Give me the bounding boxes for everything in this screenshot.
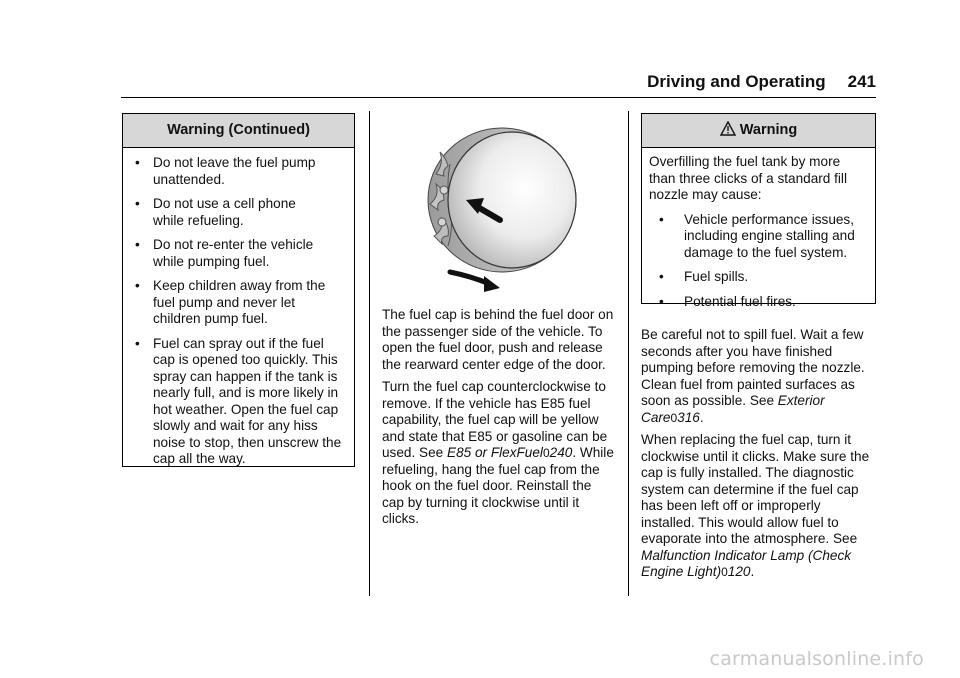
list-item: • Vehicle performance issues, including engine stalling and damage to the fuel system.: [659, 211, 855, 260]
list-item: • Do not re-enter the vehicle while pumping fuel.: [135, 237, 314, 269]
page-ref-120[interactable]: 120: [727, 564, 751, 579]
watermark: carmanualsonline.info: [709, 648, 924, 670]
fuel-door-paragraph: The fuel cap is behind the fuel door on the passenger side of the vehicle. To open the fuel door, push and release the rearward center edge of the door.: [382, 307, 614, 372]
page-ref-icon: 0: [721, 565, 728, 579]
section-title: Driving and Operating: [647, 72, 826, 91]
e85-flexfuel-link[interactable]: E85 or FlexFuel: [447, 445, 543, 460]
column-divider-right: [628, 111, 629, 596]
fuel-cap-paragraph: Turn the fuel cap counterclockwise to remove. If the vehicle has E85 fuel capability, the fuel cap will be yellow and state that E85 or gasoline can be used. See E85 or FlexFuel0240. While refueling, hang the fuel cap from the hook on the fuel door. Reinstall the cap by turning it clockwise until it clicks.: [382, 379, 614, 526]
page-number: 241: [847, 72, 876, 91]
header-rule: [121, 97, 876, 98]
fuel-door-illustration: [420, 124, 580, 292]
exterior-care-link[interactable]: Exterior Care: [641, 393, 825, 425]
column-divider-left: [369, 111, 370, 596]
right-column-text: [641, 327, 877, 587]
malfunction-indicator-link[interactable]: Malfunction Indicator Lamp (Check Engine Light): [641, 547, 852, 579]
list-item: • Do not leave the fuel pump unattended.: [135, 155, 316, 187]
page-header: [606, 72, 876, 92]
page-ref-icon: 0: [670, 410, 678, 425]
spill-paragraph: Be careful not to spill fuel. Wait a few seconds after you have finished pumping before removing the nozzle. Clean fuel from painted surfaces as soon as possible. See Exterior Care0316.: [641, 327, 865, 425]
list-item: • Keep children away from the fuel pump and never let children pump fuel.: [135, 278, 326, 326]
list-item: • Fuel spills.: [659, 269, 749, 284]
open-arrow-icon: [450, 272, 500, 292]
middle-column-text: [382, 307, 614, 534]
warning-continued-title: Warning (Continued): [123, 114, 354, 148]
warning-triangle-icon: [720, 121, 736, 136]
warning-box: [641, 113, 876, 309]
page-ref-240[interactable]: 240: [549, 445, 573, 460]
list-item: • Do not use a cell phone while refueling.: [135, 196, 296, 228]
page-ref-icon: 0: [542, 446, 550, 460]
page-ref-316[interactable]: 316: [677, 409, 700, 425]
list-item: • Fuel can spray out if the fuel cap is opened too quickly. This spray can happen if the tank is nearly full, and is more likely in hot weather. Open the fuel cap slowly and wait for any hiss noise to stop, then unscrew the cap all the way.: [135, 335, 342, 466]
warning-title: Warning: [642, 114, 875, 148]
list-item: • Potential fuel fires.: [659, 293, 796, 309]
warning-intro: Overfilling the fuel tank by more than three clicks of a standard fill nozzle may cause:: [649, 154, 847, 202]
replace-cap-paragraph: When replacing the fuel cap, turn it clockwise until it clicks. Make sure the cap is fully installed. The diagnostic system can determine if the fuel cap has been left off or improperly installed. This would allow fuel to evaporate into the atmosphere. See Malfunction Indicator Lamp (Check Engine Light)0120.: [641, 432, 870, 579]
warning-continued-box: [122, 113, 355, 467]
